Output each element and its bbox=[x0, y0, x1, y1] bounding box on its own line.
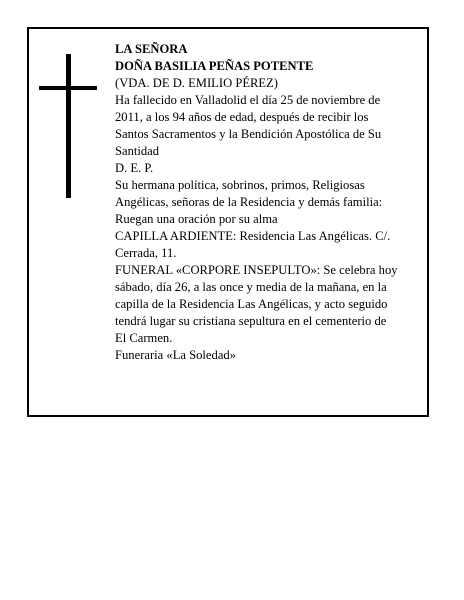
cross-horizontal-bar bbox=[39, 86, 97, 90]
chapel-line: CAPILLA ARDIENTE: Residencia Las Angélicas. C/. bbox=[115, 229, 391, 243]
family-line: Ruegan una oración por su alma bbox=[115, 212, 278, 226]
funeral-home: Funeraria «La Soledad» bbox=[115, 348, 236, 362]
cross-icon bbox=[39, 54, 97, 198]
death-line: Ha fallecido en Valladolid el día 25 de noviembre de bbox=[115, 93, 381, 107]
funeral-line: capilla de la Residencia Las Angélicas, y acto seguido bbox=[115, 297, 388, 311]
funeral-line: tendrá lugar su cristiana sepultura en el cementerio de bbox=[115, 314, 387, 328]
family-line: Angélicas, señoras de la Residencia y demás familia: bbox=[115, 195, 383, 209]
chapel-paragraph bbox=[115, 228, 427, 262]
death-line: 2011, a los 94 años de edad, después de recibir los bbox=[115, 110, 369, 124]
rip-line: D. E. P. bbox=[115, 161, 154, 175]
notice-text bbox=[115, 41, 427, 364]
funeral-line: El Carmen. bbox=[115, 331, 173, 345]
funeral-line: sábado, día 26, a las once y media de la mañana, en la bbox=[115, 280, 387, 294]
widow-line: (VDA. DE D. EMILIO PÉREZ) bbox=[115, 76, 278, 90]
family-line: Su hermana política, sobrinos, primos, Religiosas bbox=[115, 178, 365, 192]
deceased-name: DOÑA BASILIA PEÑAS POTENTE bbox=[115, 59, 314, 73]
death-line: Santidad bbox=[115, 144, 160, 158]
funeral-line: FUNERAL «CORPORE INSEPULTO»: Se celebra hoy bbox=[115, 263, 398, 277]
family-paragraph bbox=[115, 177, 427, 228]
death-paragraph bbox=[115, 92, 427, 160]
obituary-notice bbox=[27, 27, 429, 417]
notice-title: LA SEÑORA bbox=[115, 42, 188, 56]
cross-vertical-bar bbox=[66, 54, 71, 198]
funeral-paragraph bbox=[115, 262, 427, 347]
chapel-line: Cerrada, 11. bbox=[115, 246, 177, 260]
death-line: Santos Sacramentos y la Bendición Apostólica de Su bbox=[115, 127, 382, 141]
